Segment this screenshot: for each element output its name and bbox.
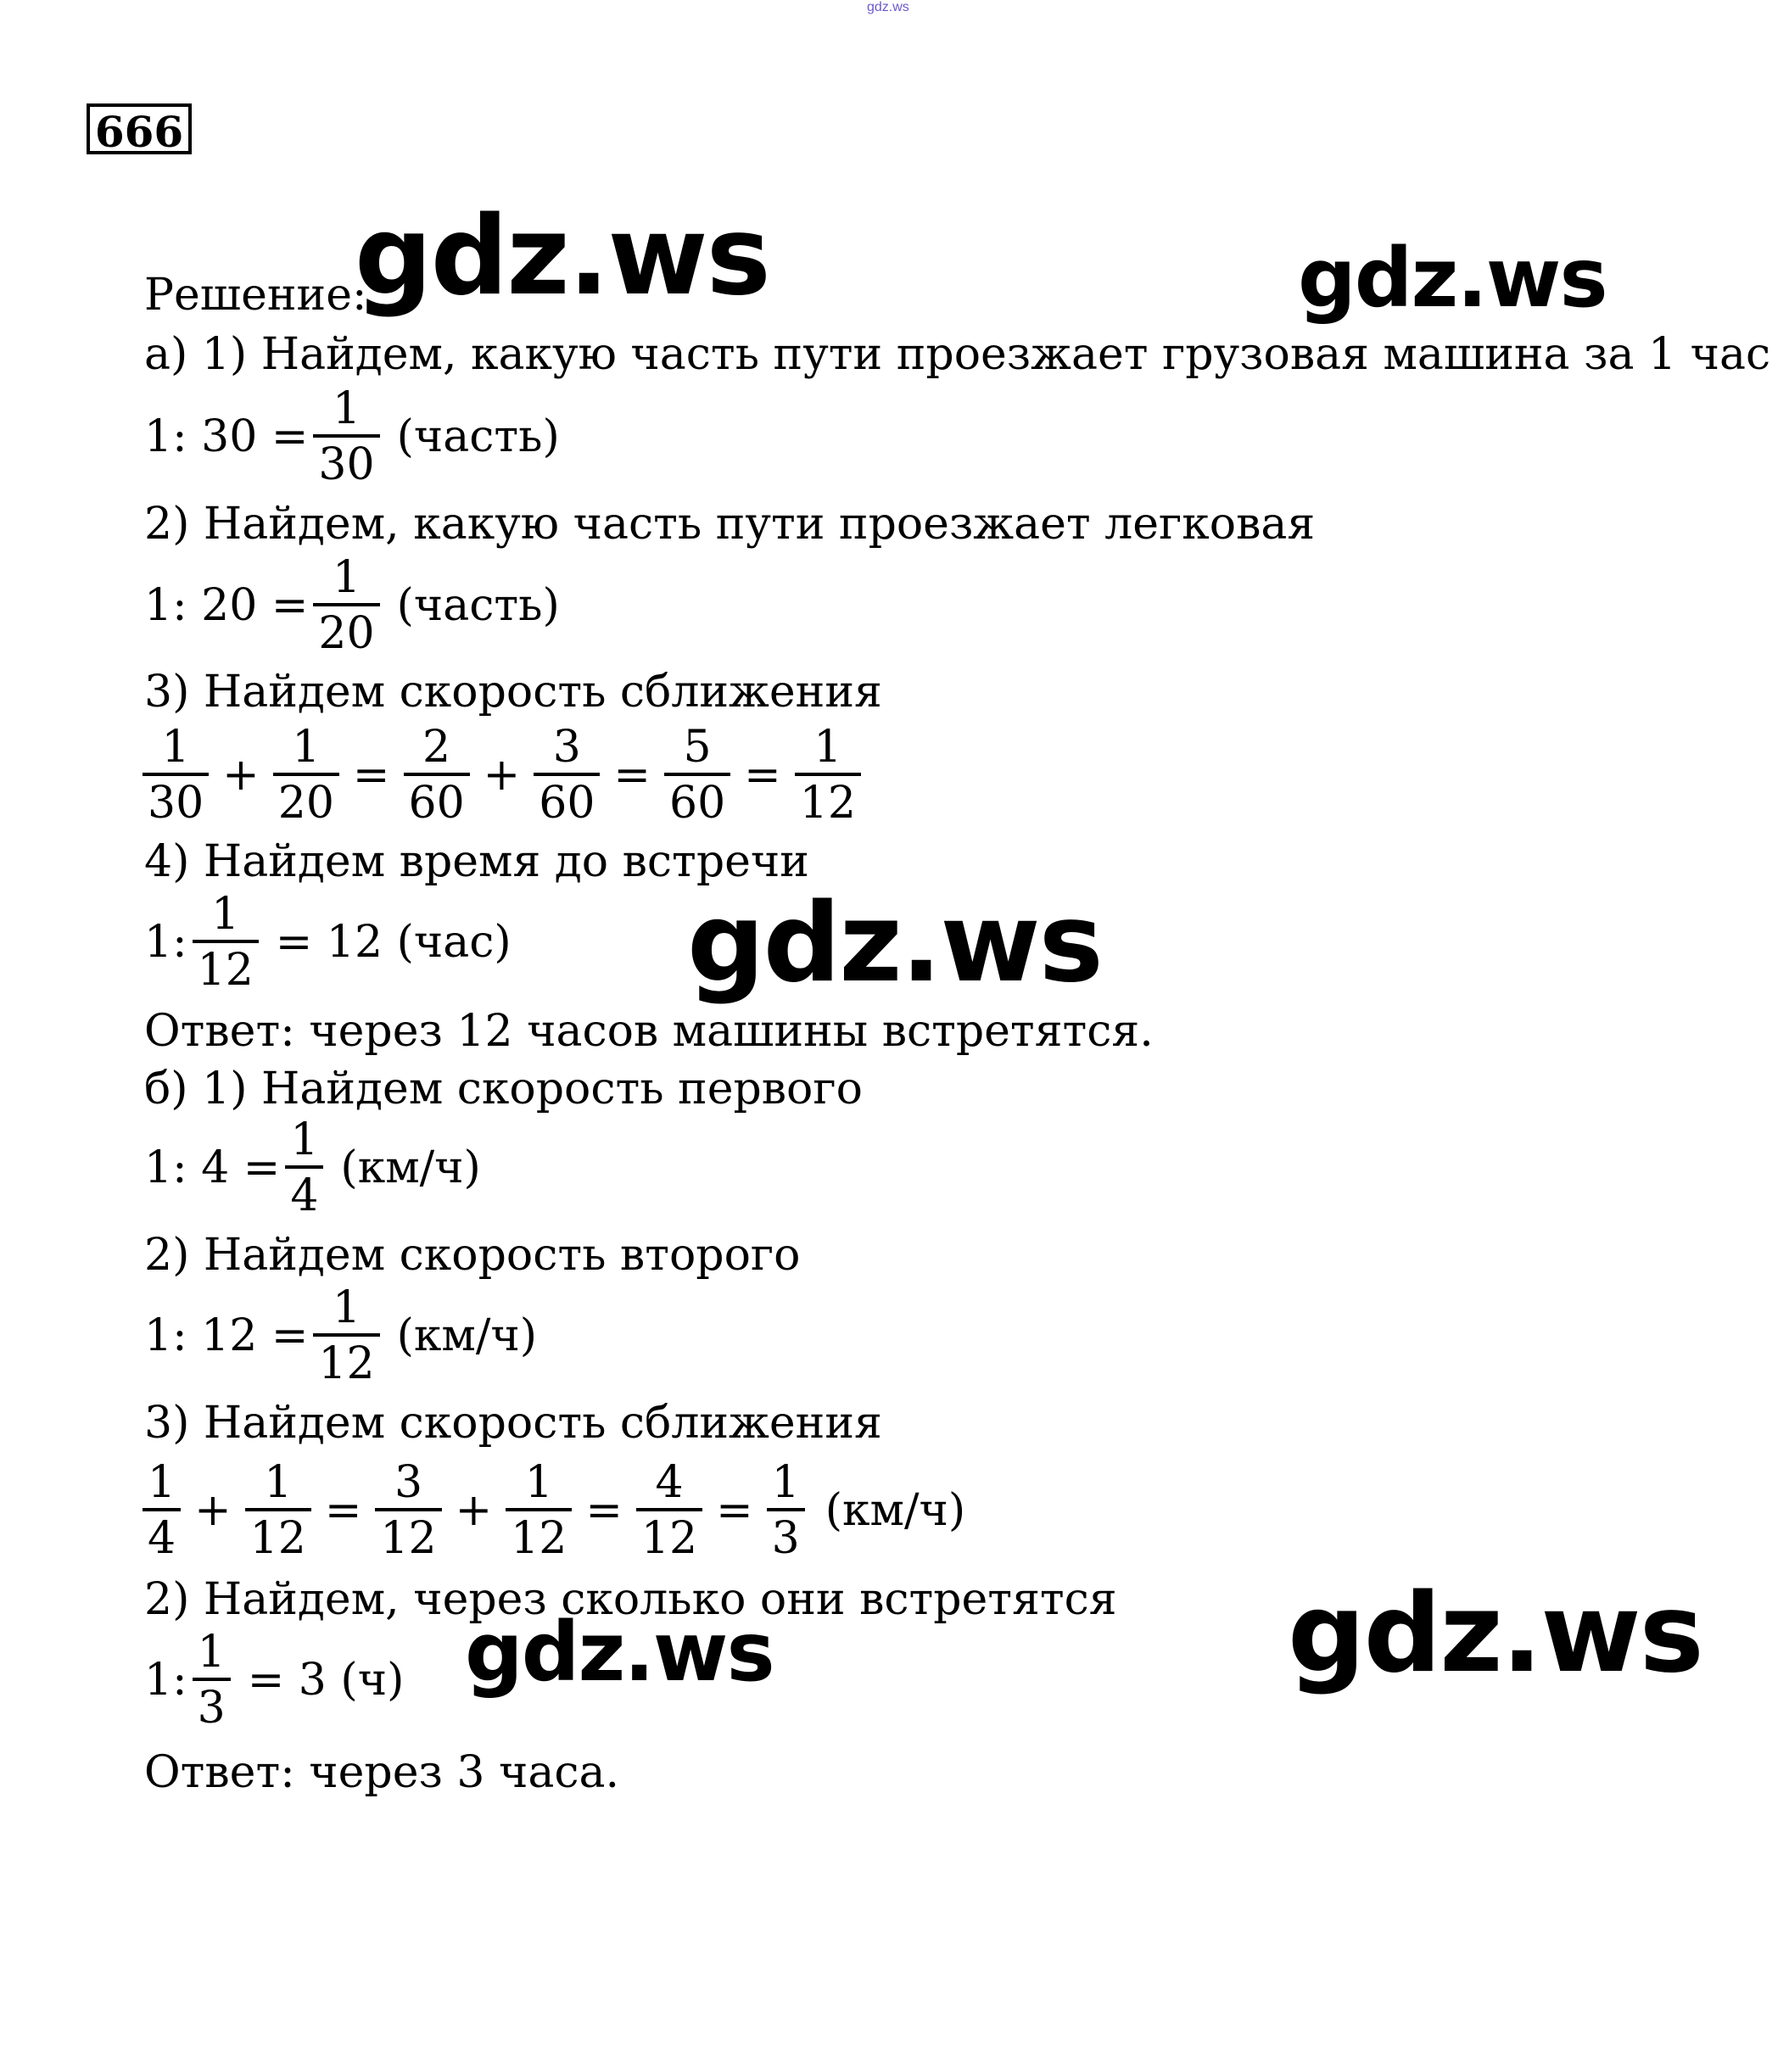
fraction: $\frac{4}{12}$ — [636, 1460, 702, 1561]
fraction: $\frac{1}{12}$ — [313, 1286, 379, 1386]
eq-left: 1: 12 = — [144, 1310, 309, 1361]
fraction: $\frac{3}{12}$ — [375, 1460, 441, 1561]
a-equation-1 — [144, 383, 560, 490]
fraction: $\frac{1}{3}$ — [767, 1460, 805, 1561]
b-equation-2 — [144, 1282, 537, 1389]
b-equation-3: $\frac{1}{4}$ + $\frac{1}{12}$ = $\frac{3}{12}$ + $\frac{1}{12}$ = $\frac{4}{12}$ = $\frac{1}{3}$ (км/ч) — [137, 1460, 965, 1561]
fraction: $\frac{1}{30}$ — [313, 387, 379, 487]
fraction: $\frac{5}{60}$ — [664, 725, 730, 825]
top-watermark: gdz.ws — [867, 0, 909, 14]
watermark-2: gdz.ws — [1298, 231, 1607, 326]
a-answer: Ответ: через 12 часов машины встретятся. — [144, 1006, 1154, 1057]
fraction: $\frac{2}{60}$ — [404, 725, 470, 825]
solution-label: Решение: — [144, 270, 367, 321]
eq-right: = 3 (ч) — [247, 1655, 405, 1706]
fraction: $\frac{1}{12}$ — [506, 1460, 572, 1561]
watermark-5: gdz.ws — [1288, 1571, 1702, 1697]
b-answer: Ответ: через 3 часа. — [144, 1747, 620, 1798]
b-step-1: б) 1) Найдем скорость первого — [144, 1064, 863, 1114]
task-number: 666 — [87, 103, 192, 154]
eq-unit: (км/ч) — [340, 1142, 481, 1193]
eq-left: 1: — [144, 917, 187, 968]
fraction: $\frac{1}{12}$ — [245, 1460, 311, 1561]
fraction: $\frac{1}{4}$ — [285, 1118, 323, 1218]
eq-left: 1: 30 = — [144, 411, 309, 462]
a-equation-2 — [144, 552, 560, 659]
b-step-3: 3) Найдем скорость сближения — [144, 1398, 882, 1449]
fraction: $\frac{3}{60}$ — [534, 725, 600, 825]
a-step-4: 4) Найдем время до встречи — [144, 836, 809, 887]
eq-left: 1: 4 = — [144, 1142, 281, 1193]
eq-left: 1: — [144, 1655, 187, 1706]
fraction: $\frac{1}{12}$ — [193, 892, 259, 992]
fraction: $\frac{1}{30}$ — [143, 725, 209, 825]
b-step-4: 2) Найдем, через сколько они встретятся — [144, 1574, 1117, 1625]
eq-left: 1: 20 = — [144, 580, 309, 631]
eq-unit: (км/ч) — [825, 1485, 966, 1536]
b-equation-4 — [144, 1627, 405, 1734]
watermark-1: gdz.ws — [355, 193, 769, 320]
fraction: $\frac{1}{4}$ — [143, 1460, 181, 1561]
fraction: $\frac{1}{12}$ — [795, 725, 861, 825]
a-step-3: 3) Найдем скорость сближения — [144, 667, 882, 718]
eq-unit: (часть) — [396, 580, 560, 631]
watermark-4: gdz.ws — [465, 1605, 774, 1700]
b-step-2: 2) Найдем скорость второго — [144, 1230, 801, 1281]
a-step-2: 2) Найдем, какую часть пути проезжает легковая — [144, 499, 1316, 550]
a-equation-4 — [144, 889, 512, 996]
fraction: $\frac{1}{20}$ — [273, 725, 339, 825]
b-equation-1 — [144, 1114, 481, 1221]
eq-right: = 12 (час) — [275, 917, 512, 968]
eq-unit: (часть) — [396, 411, 560, 462]
fraction: $\frac{1}{3}$ — [193, 1630, 231, 1730]
a-equation-3: $\frac{1}{30}$ + $\frac{1}{20}$ = $\frac{2}{60}$ + $\frac{3}{60}$ = $\frac{5}{60}$ = $\frac{1}{12}$ — [137, 725, 866, 825]
watermark-3: gdz.ws — [687, 880, 1102, 1007]
fraction: $\frac{1}{20}$ — [313, 556, 379, 656]
eq-unit: (км/ч) — [396, 1310, 537, 1361]
a-step-1: а) 1) Найдем, какую часть пути проезжает грузовая машина за 1 час — [144, 329, 1771, 380]
